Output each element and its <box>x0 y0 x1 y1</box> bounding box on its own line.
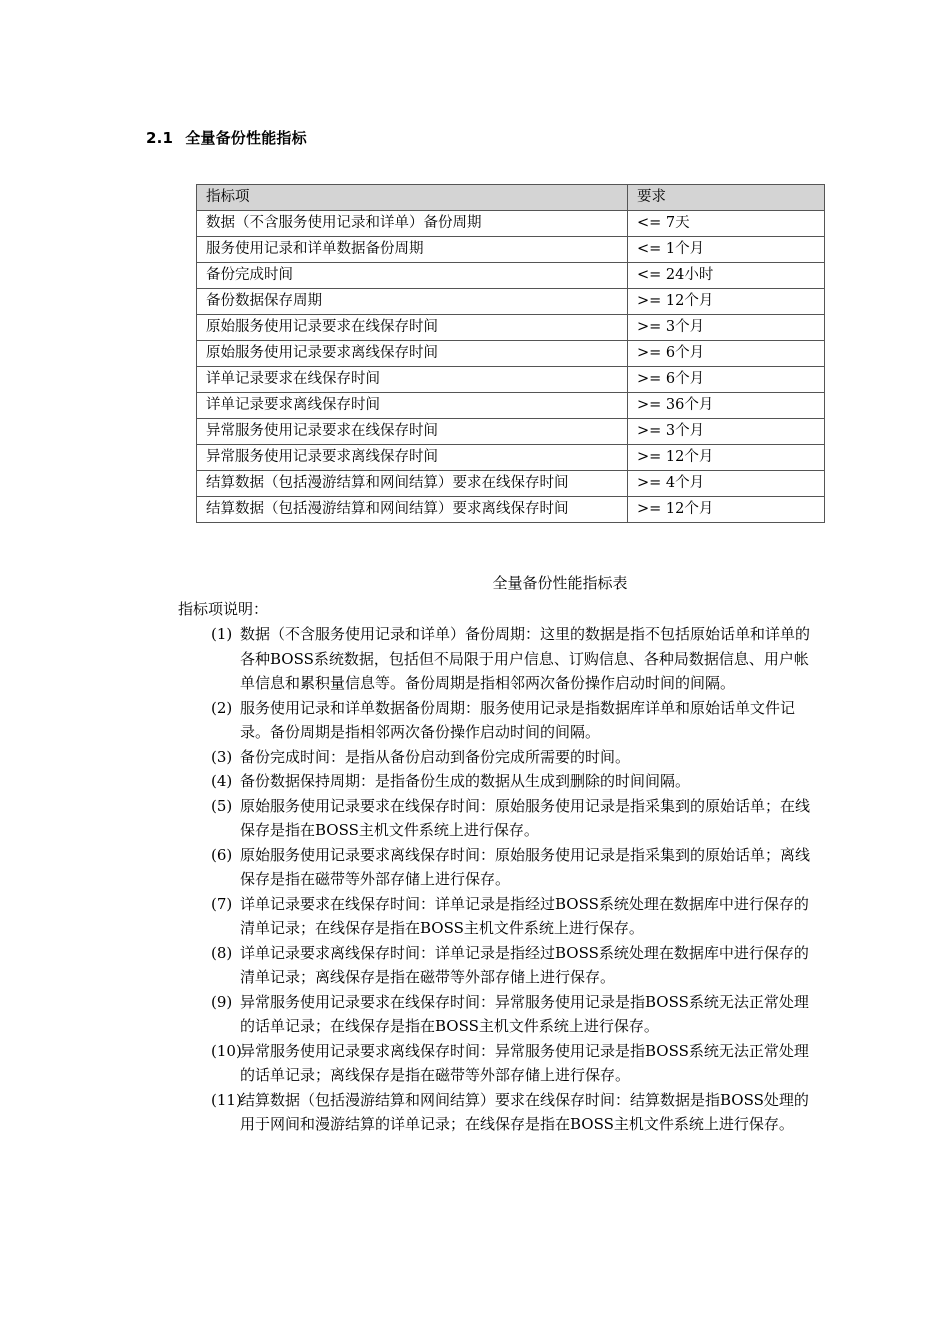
list-item <box>211 622 811 696</box>
note-text: 备份数据保持周期：是指备份生成的数据从生成到删除的时间间隔。 <box>240 772 691 790</box>
list-item <box>211 794 811 843</box>
note-number: (9) <box>211 992 233 1011</box>
table-row <box>197 341 825 367</box>
note-number: (7) <box>211 894 233 913</box>
table-cell-requirement: >= 12个月 <box>628 289 825 315</box>
note-number: (10) <box>211 1041 242 1060</box>
table-cell-requirement: >= 6个月 <box>628 367 825 393</box>
table-cell-requirement: <= 24小时 <box>628 263 825 289</box>
note-number: (3) <box>211 747 233 766</box>
table-cell-requirement: <= 7天 <box>628 211 825 237</box>
list-item <box>211 745 811 770</box>
header-requirement: 要求 <box>628 185 825 211</box>
header-indicator: 指标项 <box>197 185 628 211</box>
section-number: 2.1 <box>146 129 174 147</box>
table-cell-requirement: >= 4个月 <box>628 471 825 497</box>
table-cell-requirement: >= 12个月 <box>628 497 825 523</box>
table-row <box>197 393 825 419</box>
table-cell-indicator: 原始服务使用记录要求在线保存时间 <box>197 315 628 341</box>
list-item <box>211 941 811 990</box>
list-item <box>211 990 811 1039</box>
note-number: (4) <box>211 772 233 790</box>
table-row <box>197 445 825 471</box>
notes-intro: 指标项说明： <box>178 600 269 618</box>
list-item <box>211 843 811 892</box>
note-number: (6) <box>211 845 233 864</box>
table-row <box>197 237 825 263</box>
table-cell-requirement: >= 36个月 <box>628 393 825 419</box>
note-number: (1) <box>211 625 233 643</box>
section-heading <box>146 127 307 148</box>
note-text: 备份完成时间：是指从备份启动到备份完成所需要的时间。 <box>240 747 631 766</box>
table-cell-indicator: 异常服务使用记录要求在线保存时间 <box>197 419 628 445</box>
note-text: 数据（不含服务使用记录和详单）备份周期：这里的数据是指不包括原始话单和详单的各种BOSS系统数据，包括但不局限于用户信息、订购信息、各种局数据信息、用户帐单信息和累积量信息等。备份周期是指相邻两次备份操作启动时间的间隔。 <box>240 625 811 692</box>
table-cell-indicator: 详单记录要求在线保存时间 <box>197 367 628 393</box>
list-item <box>211 769 811 794</box>
table-row <box>197 471 825 497</box>
table-cell-indicator: 结算数据（包括漫游结算和网间结算）要求在线保存时间 <box>197 471 628 497</box>
note-number: (8) <box>211 943 233 962</box>
list-item <box>211 696 811 745</box>
table-cell-requirement: >= 3个月 <box>628 315 825 341</box>
table-cell-indicator: 结算数据（包括漫游结算和网间结算）要求离线保存时间 <box>197 497 628 523</box>
note-text: 异常服务使用记录要求离线保存时间：异常服务使用记录是指BOSS系统无法正常处理的话单记录；离线保存是指在磁带等外部存储上进行保存。 <box>240 1041 809 1084</box>
list-item <box>211 1039 811 1088</box>
note-text: 原始服务使用记录要求在线保存时间：原始服务使用记录是指采集到的原始话单；在线保存是指在BOSS主机文件系统上进行保存。 <box>240 796 811 839</box>
table-cell-indicator: 原始服务使用记录要求离线保存时间 <box>197 341 628 367</box>
note-text: 详单记录要求在线保存时间：详单记录是指经过BOSS系统处理在数据库中进行保存的清单记录；在线保存是指在BOSS主机文件系统上进行保存。 <box>240 894 809 937</box>
table-caption: 全量备份性能指标表 <box>492 574 628 592</box>
section-title: 全量备份性能指标 <box>185 129 307 147</box>
table-cell-requirement: <= 1个月 <box>628 237 825 263</box>
table-cell-indicator: 备份完成时间 <box>197 263 628 289</box>
table-cell-indicator: 异常服务使用记录要求离线保存时间 <box>197 445 628 471</box>
note-text: 原始服务使用记录要求离线保存时间：原始服务使用记录是指采集到的原始话单；离线保存是指在磁带等外部存储上进行保存。 <box>240 845 811 888</box>
list-item <box>211 1088 811 1137</box>
table-cell-indicator: 服务使用记录和详单数据备份周期 <box>197 237 628 263</box>
note-number: (5) <box>211 796 233 815</box>
notes-list <box>211 622 811 1137</box>
note-text: 详单记录要求离线保存时间：详单记录是指经过BOSS系统处理在数据库中进行保存的清单记录；离线保存是指在磁带等外部存储上进行保存。 <box>240 943 809 986</box>
table-header-row <box>197 185 825 211</box>
note-number: (2) <box>211 698 233 717</box>
note-number: (11) <box>211 1090 242 1109</box>
list-item <box>211 892 811 941</box>
table-cell-requirement: >= 12个月 <box>628 445 825 471</box>
table-cell-requirement: >= 3个月 <box>628 419 825 445</box>
performance-table <box>196 184 825 523</box>
note-text: 异常服务使用记录要求在线保存时间：异常服务使用记录是指BOSS系统无法正常处理的话单记录；在线保存是指在BOSS主机文件系统上进行保存。 <box>240 992 809 1035</box>
note-text: 服务使用记录和详单数据备份周期：服务使用记录是指数据库详单和原始话单文件记录。备份周期是指相邻两次备份操作启动时间的间隔。 <box>240 698 796 741</box>
table-row <box>197 289 825 315</box>
table-row <box>197 315 825 341</box>
table-row <box>197 263 825 289</box>
table-row <box>197 367 825 393</box>
table-cell-indicator: 数据（不含服务使用记录和详单）备份周期 <box>197 211 628 237</box>
table-row <box>197 211 825 237</box>
table-row <box>197 497 825 523</box>
table-cell-indicator: 备份数据保存周期 <box>197 289 628 315</box>
note-text: 结算数据（包括漫游结算和网间结算）要求在线保存时间：结算数据是指BOSS处理的用于网间和漫游结算的详单记录；在线保存是指在BOSS主机文件系统上进行保存。 <box>240 1090 809 1133</box>
table-cell-requirement: >= 6个月 <box>628 341 825 367</box>
table-row <box>197 419 825 445</box>
table-cell-indicator: 详单记录要求离线保存时间 <box>197 393 628 419</box>
